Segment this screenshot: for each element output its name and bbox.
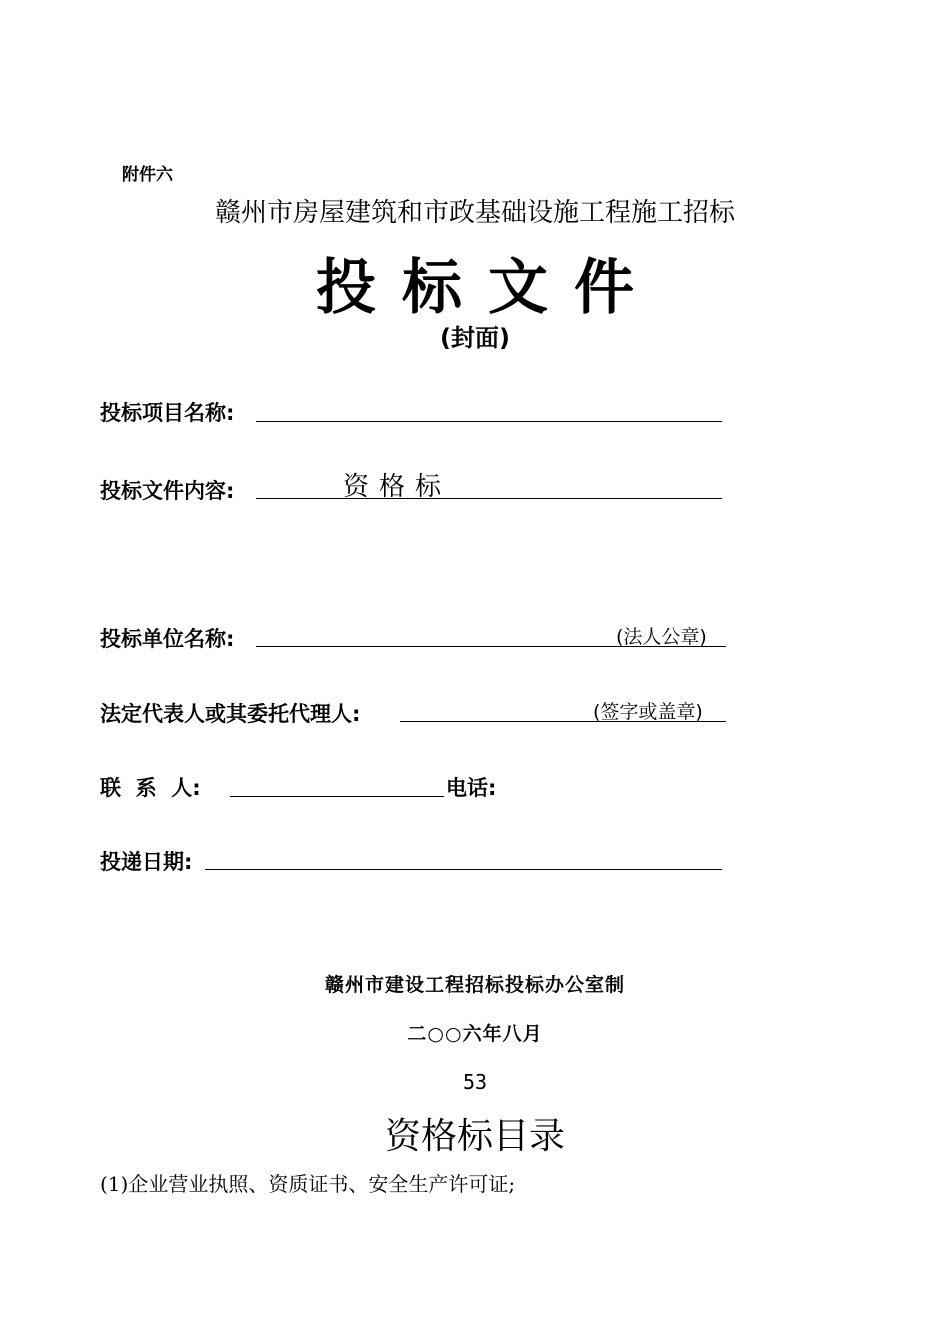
bidder-seal-note: (法人公章) <box>616 626 707 648</box>
bidder-name-label: 投标单位名称: <box>100 627 235 651</box>
issue-date: 二○○六年八月 <box>407 1023 543 1045</box>
attachment-label: 附件六 <box>122 165 173 185</box>
issuing-office: 赣州市建设工程招标投标办公室制 <box>324 974 625 996</box>
content-value: 资格标 <box>343 472 452 502</box>
contact-label: 联 系 人: <box>100 776 201 800</box>
contact-line[interactable] <box>230 796 444 797</box>
page-number: 53 <box>462 1070 488 1094</box>
bid-document-title: 投标文件 <box>316 253 660 323</box>
delivery-date-label: 投递日期: <box>100 850 193 874</box>
cover-note: (封面) <box>440 324 510 352</box>
toc-item: (1)企业营业执照、资质证书、安全生产许可证; <box>100 1172 516 1196</box>
content-label: 投标文件内容: <box>100 479 235 503</box>
content-line[interactable] <box>256 498 722 499</box>
representative-label: 法定代表人或其委托代理人: <box>100 702 361 726</box>
toc-title: 资格标目录 <box>384 1116 565 1157</box>
delivery-date-line[interactable] <box>205 869 722 870</box>
document-main-title: 赣州市房屋建筑和市政基础设施工程施工招标 <box>214 198 735 228</box>
representative-sign-note: (签字或盖章) <box>593 701 703 723</box>
project-name-line[interactable] <box>256 421 722 422</box>
phone-label: 电话: <box>446 776 497 800</box>
project-name-label: 投标项目名称: <box>100 401 235 425</box>
